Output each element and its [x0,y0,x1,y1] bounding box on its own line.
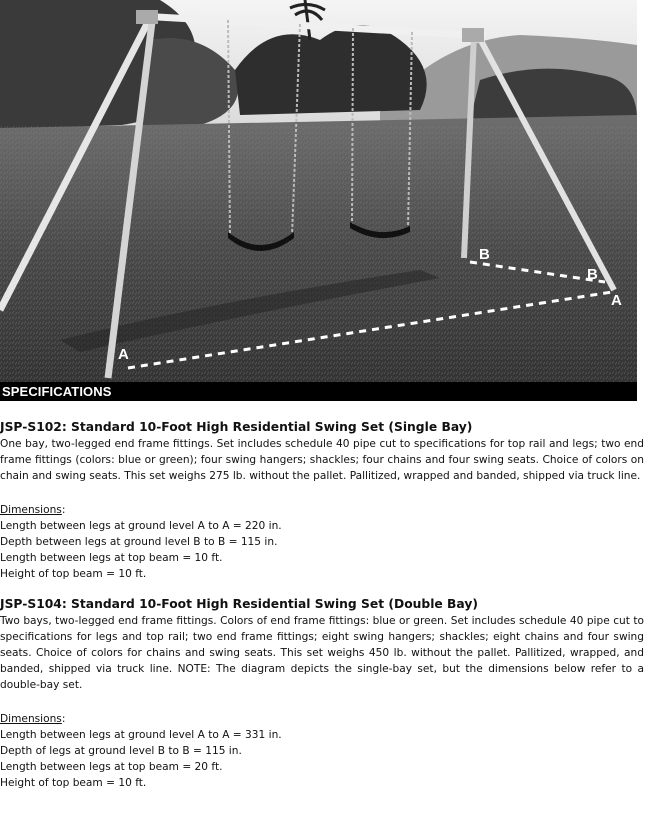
label-a-left: A [118,346,129,363]
product-section [0,418,644,583]
specifications-content [0,418,644,792]
swing-set-photo [0,0,637,382]
dimension-line: Length between legs at ground level A to A = 331 in. [0,728,282,741]
dimension-line: Height of top beam = 10 ft. [0,777,147,790]
dimension-line: Depth of legs at ground level B to B = 115 in. [0,745,242,758]
dimension-line: Length between legs at top beam = 20 ft. [0,761,223,774]
product-description: One bay, two-legged end frame fittings. Set includes schedule 40 pipe cut to specifications for top rail and legs; two end frame fittings (colors: blue or green); four swing hangers; shackles; four chains and four swing seats. Choice of colors on chain and swing seats. This set weighs 275 lb. without the pallet. Pallitized, wrapped and banded, shipped via truck line. [0,438,644,483]
label-b-top: B [479,246,490,263]
product-heading: JSP-S102: Standard 10-Foot High Residential Swing Set (Single Bay) [0,420,473,434]
label-a-right: A [611,292,622,309]
dimensions-label [0,711,644,727]
product-section [0,595,644,792]
dimension-line: Height of top beam = 10 ft. [0,568,147,581]
dimensions-label-text: Dimensions [0,712,62,725]
label-b-right: B [587,266,598,283]
dimension-line: Length between legs at top beam = 10 ft. [0,552,223,565]
dimensions-label-colon: : [61,503,66,516]
product-heading: JSP-S104: Standard 10-Foot High Residential Swing Set (Double Bay) [0,596,478,611]
dimensions-label [0,502,644,518]
dimensions-label-text: Dimensions [0,503,62,516]
dimension-line: Length between legs at ground level A to A = 220 in. [0,519,282,532]
product-description: Two bays, two-legged end frame fittings. Colors of end frame fittings: blue or green. Set includes schedule 40 pipe cut to specifications for legs and top rail; two end frame fittings; eight swing hangers; shackles; eight chains and four swing seats. Choice of colors for chains and swing seats. This set weighs 450 lb. without the pallet. Pallitized, wrapped, and banded, shipped via truck line. NOTE: The diagram depicts the single-bay set, but the dimensions below refer to a double-bay set. [0,614,644,692]
dimension-line: Depth between legs at ground level B to B = 115 in. [0,536,278,549]
dimensions-label-colon: : [61,712,66,725]
specifications-header: SPECIFICATIONS [0,382,637,401]
